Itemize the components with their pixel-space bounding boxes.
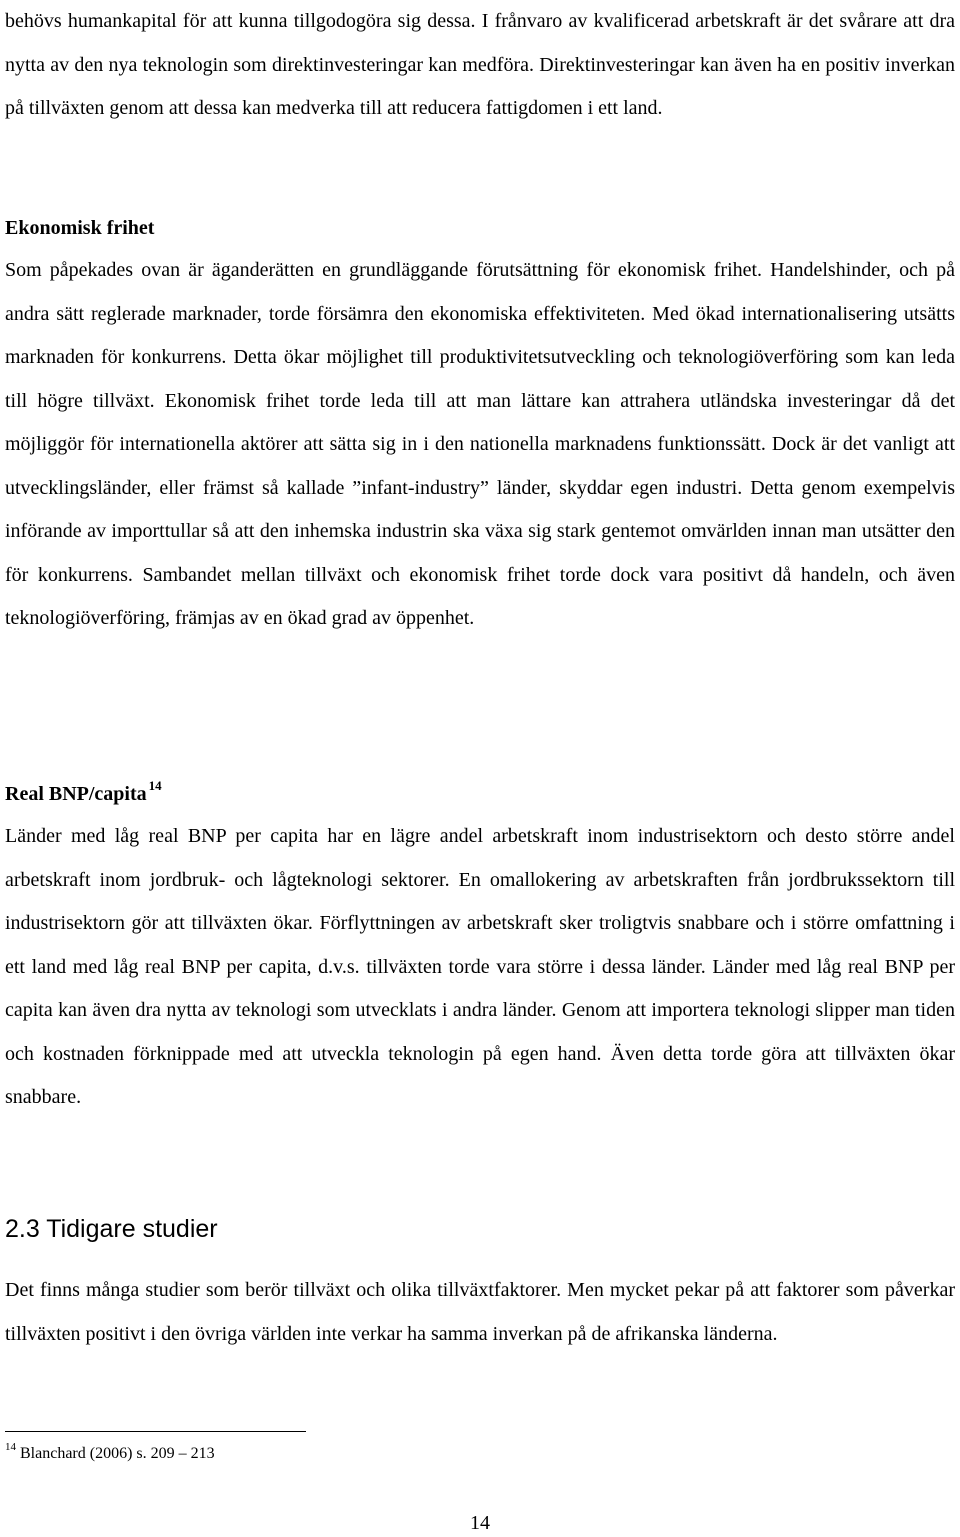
footnote-marker: 14: [148, 778, 162, 793]
paragraph-tidigare-studier: Det finns många studier som berör tillväxt och olika tillväxtfaktorer. Men mycket pekar på att faktorer som påverkar tillväxten positivt i den övriga världen inte verkar ha samma inverkan på de afrikanska länderna.: [5, 1279, 955, 1345]
footnote-text: Blanchard (2006) s. 209 – 213: [20, 1445, 215, 1462]
paragraph-ekonomisk-frihet: Som påpekades ovan är äganderätten en grundläggande förutsättning för ekonomisk frihet. Handelshinder, och på andra sätt reglerade marknader, torde försämra den ekonomiska effektiviteten. Med ökad internationalisering utsätts marknaden för konkurrens. Detta ökar möjlighet till produktivitetsutveckling och teknologiöverföring som kan leda till högre tillväxt. Ekonomisk frihet torde leda till att man lättare kan attrahera utländska investeringar då det möjliggör för internationella aktörer att sätta sig in i den nationella marknadens funktionssätt. Dock är det vanligt att utvecklingsländer, eller främst så kallade ”infant-industry” länder, skyddar egen industri. Detta genom exempelvis införande av importtullar så att den inhemska industrin ska växa sig stark gentemot omvärlden innan man utsätter den för konkurrens. Sambandet mellan tillväxt och ekonomisk frihet torde dock vara positivt då handeln, och även teknologiöverföring, främjas av en ökad grad av öppenhet.: [5, 259, 955, 629]
heading-tidigare-studier: 2.3 Tidigare studier: [5, 1215, 218, 1243]
intro-paragraph: behövs humankapital för att kunna tillgodogöra sig dessa. I frånvaro av kvalificerad arbetskraft är det svårare att dra nytta av den nya teknologin som direktinvesteringar kan medföra. Direktinvesteringar kan även ha en positiv inverkan på tillväxten genom att dessa kan medverka till att reducera fattigdomen i ett land.: [5, 10, 955, 119]
footnote-number: 14: [5, 1441, 16, 1453]
paragraph-real-bnp: Länder med låg real BNP per capita har en lägre andel arbetskraft inom industrisektorn och desto större andel arbetskraft inom jordbruk- och lågteknologi sektorer. En omallokering av arbetskraften från jordbrukssektorn till industrisektorn gör att tillväxten ökar. Förflyttningen av arbetskraft sker troligtvis snabbare och i större omfattning i ett land med låg real BNP per capita, d.v.s. tillväxten torde vara större i dessa länder. Länder med låg real BNP per capita kan även dra nytta av teknologi som utvecklats i andra länder. Genom att importera teknologi slipper man tiden och kostnaden förknippade med att utveckla teknologin på egen hand. Även detta torde göra att tillväxten ökar snabbare.: [5, 825, 955, 1108]
footnote-divider: [5, 1431, 306, 1432]
footnote: [5, 1441, 215, 1465]
heading-ekonomisk-frihet: Ekonomisk frihet: [5, 217, 155, 239]
heading-real-bnp-text: Real BNP/capita: [5, 783, 147, 805]
page-number: 14: [470, 1512, 490, 1534]
heading-real-bnp: [5, 779, 162, 809]
